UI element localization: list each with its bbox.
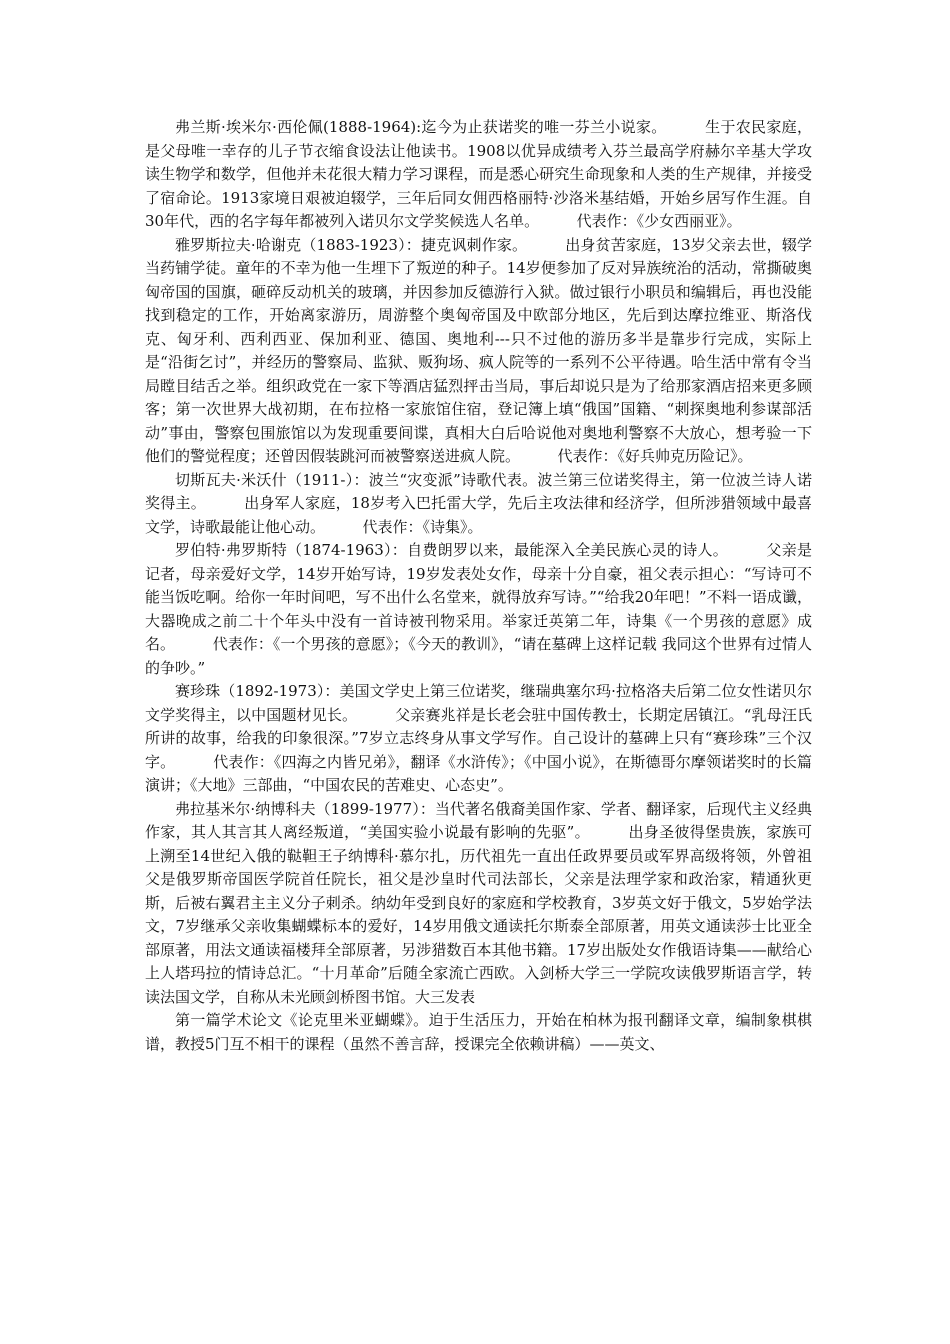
paragraph-frost: 罗伯特·弗罗斯特（1874-1963）：自费朗罗以来，最能深入全美民族心灵的诗人。 父亲是记者，母亲爱好文学，14岁开始写诗，19岁发表处女作，母亲十分自豪，祖父表示担心：“写诗可不能当饭吃啊。给你一年时间吧，写不出什么名堂来，就得放弃写诗。”“给我20年吧！”不料一语成谶，大器晚成之前二十个年头中没有一首诗被刊物采用。举家迁英第二年，诗集《一个男孩的意愿》成名。 代表作：《一个男孩的意愿》；《今天的教训》，“请在墓碑上这样记载 我同这个世界有过情人的争吵。” <box>145 541 812 677</box>
paragraph-nabokov-continued: 第一篇学术论文《论克里米亚蝴蝶》。迫于生活压力，开始在柏林为报刊翻译文章，编制象棋棋谱，教授5门互不相干的课程（虽然不善言辞，授课完全依赖讲稿）——英文、 <box>145 1011 812 1053</box>
paragraph-nabokov: 弗拉基米尔·纳博科夫（1899-1977）：当代著名俄裔美国作家、学者、翻译家，后现代主义经典作家，其人其言其人离经叛道，“美国实验小说最有影响的先驱”。 出身圣彼得堡贵族，家族可上溯至14世纪入俄的鞑靼王子纳博科·慕尔扎，历代祖先一直出任政界要员或军界高级将领，外曾祖父是俄罗斯帝国医学院首任院长，祖父是沙皇时代司法部长，父亲是法理学家和政治家，精通狄更斯，后被右翼君主主义分子刺杀。纳幼年受到良好的家庭和学校教育，3岁英文好于俄文，5岁始学法文，7岁继承父亲收集蝴蝶标本的爱好，14岁用俄文通读托尔斯泰全部原著，用英文通读莎士比亚全部原著，用法文通读福楼拜全部原著，另涉猎数百本其他书籍。17岁出版处女作俄语诗集——献给心上人塔玛拉的情诗总汇。“十月革命”后随全家流亡西欧。入剑桥大学三一学院攻读俄罗斯语言学，转读法国文学，自称从未光顾剑桥图书馆。大三发表 <box>145 799 812 1006</box>
paragraph-hasek: 雅罗斯拉夫·哈谢克（1883-1923）：捷克讽刺作家。 出身贫苦家庭，13岁父亲去世，辍学当药铺学徒。童年的不幸为他一生埋下了叛逆的种子。14岁便参加了反对异族统治的活动，常撕破奥匈帝国的国旗，砸碎反动机关的玻璃，并因参加反德游行入狱。做过银行小职员和编辑后，再也没能找到稳定的工作，开始离家游历，周游整个奥匈帝国及中欧部分地区，先后到达摩拉维亚、斯洛伐克、匈牙利、西利西亚、保加利亚、德国、奥地利---只不过他的游历多半是靠步行完成，实际上是“沿街乞讨”，并经历的警察局、监狱、贩狗场、疯人院等的一系列不公平待遇。哈生活中常有令当局瞠目结舌之举。组织政党在一家下等酒店猛烈抨击当局，事后却说只是为了给那家酒店招来更多顾客；第一次世界大战初期，在布拉格一家旅馆住宿，登记簿上填“俄国”国籍、“刺探奥地利参谋部活动”事由，警察包围旅馆以为发现重要间谍，真相大白后哈说他对奥地利警察不大放心，想考验一下他们的警觉程度；还曾因假装跳河而被警察送进疯人院。 代表作：《好兵帅克历险记》。 <box>145 235 812 465</box>
paragraph-sillanpaa: 弗兰斯·埃米尔·西伦佩(1888-1964):迄今为止获诺奖的唯一芬兰小说家。 生于农民家庭，是父母唯一幸存的儿子节衣缩食设法让他读书。1908以优异成绩考入芬兰最高学府赫尔辛基大学攻读生物学和数学，但他并未花很大精力学习课程，而是悉心研究生命现象和人类的生产规律，并接受了宿命论。1913家境日艰被迫辍学，三年后同女佣西格丽特·沙洛米基结婚，开始乡居写作生涯。自30年代，西的名字每年都被列入诺贝尔文学奖候选人名单。 代表作：《少女西丽亚》。 <box>145 118 812 230</box>
paragraph-milosz: 切斯瓦夫·米沃什（1911-）：波兰“灾变派”诗歌代表。波兰第三位诺奖得主，第一位波兰诗人诺奖得主。 出身军人家庭，18岁考入巴托雷大学，先后主攻法律和经济学，但所涉猎领域中最喜文学，诗歌最能让他心动。 代表作：《诗集》。 <box>145 470 812 536</box>
document-body <box>145 116 812 1056</box>
paragraph-pearl-buck: 赛珍珠（1892-1973）：美国文学史上第三位诺奖，继瑞典塞尔玛·拉格洛夫后第二位女性诺贝尔文学奖得主，以中国题材见长。 父亲赛兆祥是长老会驻中国传教士，长期定居镇江。“乳母汪氏所讲的故事，给我的印象很深。”7岁立志终身从事文学写作。自己设计的墓碑上只有“赛珍珠”三个汉字。 代表作：《四海之内皆兄弟》，翻译《水浒传》；《中国小说》，在斯德哥尔摩领诺奖时的长篇演讲；《大地》三部曲，“中国农民的苦难史、心态史”。 <box>145 682 812 794</box>
